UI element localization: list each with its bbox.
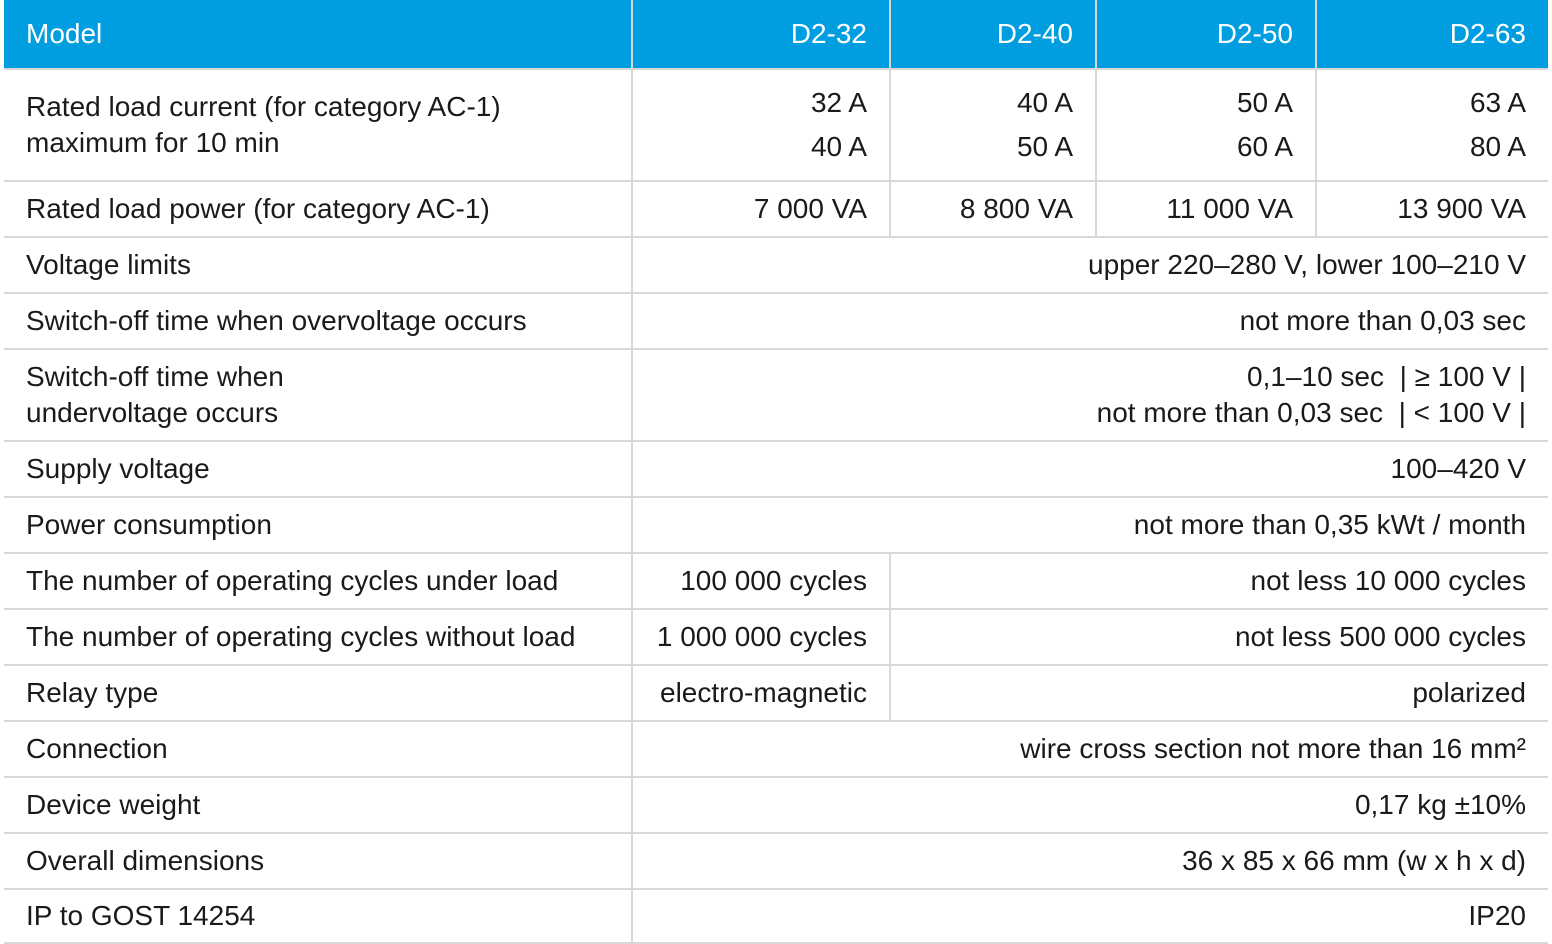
header-row (4, 0, 1548, 69)
value-line: 60 A (1236, 131, 1293, 162)
label-line: Rated load current (for category AC-1) (26, 91, 501, 122)
value-line: 0,1–10 sec | ≥ 100 V | (1247, 361, 1526, 392)
value-line: 50 A (1236, 87, 1293, 118)
row-label: The number of operating cycles under load (4, 553, 632, 609)
cell-d2-50 (1096, 69, 1316, 181)
row-overall-dimensions (4, 833, 1548, 889)
row-value: 0,17 kg ±10% (632, 777, 1548, 833)
row-value: 36 x 85 x 66 mm (w x h x d) (632, 833, 1548, 889)
row-label: Supply voltage (4, 441, 632, 497)
row-rated-power (4, 181, 1548, 237)
row-cycles-under-load (4, 553, 1548, 609)
label-line: undervoltage occurs (26, 397, 279, 428)
row-value: upper 220–280 V, lower 100–210 V (632, 237, 1548, 293)
row-label (4, 349, 632, 441)
cell-d2-32: 7 000 VA (632, 181, 890, 237)
value-line: 40 A (810, 131, 867, 162)
row-label: Overall dimensions (4, 833, 632, 889)
row-value: 100–420 V (632, 441, 1548, 497)
row-cycles-without-load (4, 609, 1548, 665)
cell-d2-32: 100 000 cycles (632, 553, 890, 609)
row-value: wire cross section not more than 16 mm² (632, 721, 1548, 777)
cell-d2-40 (890, 69, 1096, 181)
row-supply-voltage (4, 441, 1548, 497)
cell-d2-63 (1316, 69, 1548, 181)
row-value: not more than 0,35 kWt / month (632, 497, 1548, 553)
row-label: Device weight (4, 777, 632, 833)
row-label: IP to GOST 14254 (4, 889, 632, 943)
row-value-rest: polarized (890, 665, 1548, 721)
row-value (632, 349, 1548, 441)
header-model-d2-40: D2-40 (890, 0, 1096, 69)
row-connection (4, 721, 1548, 777)
cell-d2-63: 13 900 VA (1316, 181, 1548, 237)
header-model-d2-50: D2-50 (1096, 0, 1316, 69)
header-model-d2-32: D2-32 (632, 0, 890, 69)
spec-table (4, 0, 1548, 944)
header-model-label: Model (4, 0, 632, 69)
row-device-weight (4, 777, 1548, 833)
value-line: not more than 0,03 sec | < 100 V | (1096, 397, 1526, 428)
cell-d2-32 (632, 69, 890, 181)
row-label: Switch-off time when overvoltage occurs (4, 293, 632, 349)
row-label: Relay type (4, 665, 632, 721)
row-rated-current (4, 69, 1548, 181)
row-label: Voltage limits (4, 237, 632, 293)
label-line: Switch-off time when (26, 361, 284, 392)
row-label (4, 69, 632, 181)
row-label: Power consumption (4, 497, 632, 553)
row-label: Connection (4, 721, 632, 777)
cell-d2-32: electro-magnetic (632, 665, 890, 721)
cell-d2-32: 1 000 000 cycles (632, 609, 890, 665)
value-line: 40 A (1016, 87, 1073, 118)
label-line: maximum for 10 min (26, 127, 280, 158)
row-value: not more than 0,03 sec (632, 293, 1548, 349)
value-line: 63 A (1469, 87, 1526, 118)
header-model-d2-63: D2-63 (1316, 0, 1548, 69)
row-value-rest: not less 500 000 cycles (890, 609, 1548, 665)
value-line: 80 A (1469, 131, 1526, 162)
cell-d2-50: 11 000 VA (1096, 181, 1316, 237)
row-voltage-limits (4, 237, 1548, 293)
row-value-rest: not less 10 000 cycles (890, 553, 1548, 609)
row-ip-rating (4, 889, 1548, 943)
row-power-consumption (4, 497, 1548, 553)
row-relay-type (4, 665, 1548, 721)
value-line: 32 A (810, 87, 867, 118)
row-overvoltage (4, 293, 1548, 349)
row-undervoltage (4, 349, 1548, 441)
cell-d2-40: 8 800 VA (890, 181, 1096, 237)
row-value: IP20 (632, 889, 1548, 943)
row-label: The number of operating cycles without load (4, 609, 632, 665)
row-label: Rated load power (for category AC-1) (4, 181, 632, 237)
value-line: 50 A (1016, 131, 1073, 162)
